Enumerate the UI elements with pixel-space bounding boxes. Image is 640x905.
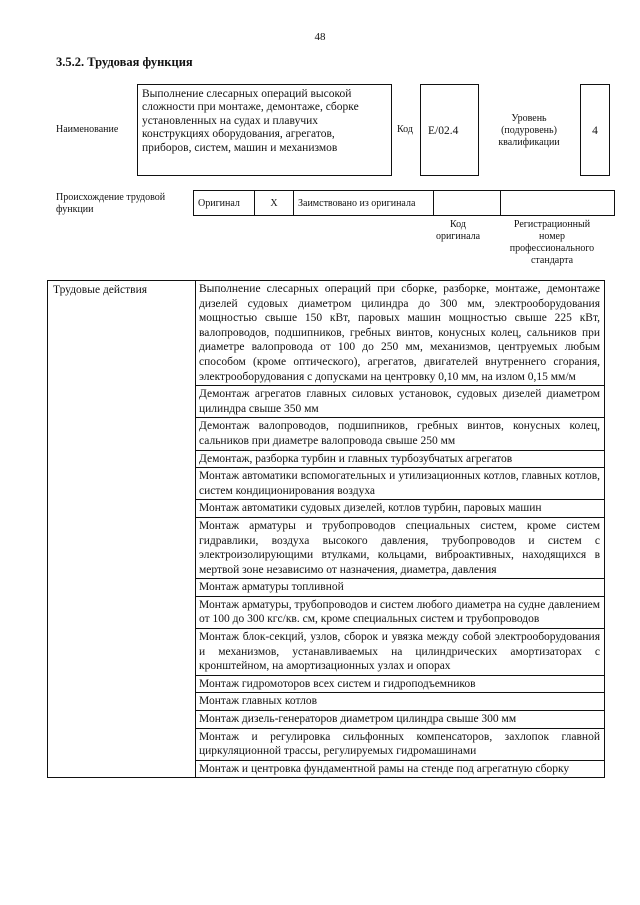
labor-actions-label: Трудовые действия	[48, 281, 196, 778]
labor-action-item: Монтаж арматуры, трубопроводов и систем любого диаметра на судне давлением от 100 до 300 кгс/кв. см, кроме специальных систем и трубопроводов	[196, 596, 605, 628]
origin-label: Происхождение трудовой функции	[56, 192, 166, 215]
name-label: Наименование	[56, 124, 119, 135]
labor-action-item: Демонтаж, разборка турбин и главных турбозубчатых агрегатов	[196, 450, 605, 468]
registration-number-cell	[501, 191, 615, 216]
section-heading: 3.5.2. Трудовая функция	[56, 55, 193, 69]
labor-action-item: Демонтаж валопроводов, подшипников, гребных винтов, конусных колец, сальников при диаметре валопровода свыше 250 мм	[196, 418, 605, 450]
function-name-box: Выполнение слесарных операций высокой сложности при монтаже, демонтаже, сборке установленных на судах и плавучих конструкциях оборудования, агрегатов, приборов, систем, машин и механизмов	[137, 84, 392, 176]
labor-action-item: Монтаж арматуры топливной	[196, 579, 605, 597]
labor-action-item: Выполнение слесарных операций при сборке, разборке, монтаже, демонтаже дизелей судовых диаметром цилиндра до 300 мм, электрооборудования мощностью свыше 150 кВт, паровых машин мощностью свыше 225 кВт, валопроводов, подшипников, гребных винтов, конусных колец, сальников при диаметре валопровода от 100 до 250 мм, механизмов, центруемых любым способом (кроме оптического), агрегатов, двигателей внутреннего сгорания, электрооборудования с допусками на центровку 0,10 мм, на излом 0,15 мм/м	[196, 281, 605, 386]
origin-table	[193, 190, 615, 216]
function-code-box: E/02.4	[420, 84, 479, 176]
level-label: Уровень (подуровень) квалификации	[498, 113, 560, 148]
page-number: 48	[314, 31, 326, 43]
original-mark: X	[255, 191, 294, 216]
labor-action-item: Монтаж дизель-генераторов диаметром цилиндра свыше 300 мм	[196, 711, 605, 729]
registration-number-label: Регистрационный номер профессионального стандарта	[509, 219, 595, 266]
labor-action-item: Монтаж автоматики судовых дизелей, котлов турбин, паровых машин	[196, 500, 605, 518]
original-label: Оригинал	[194, 191, 255, 216]
level-value-box: 4	[580, 84, 610, 176]
labor-action-item: Монтаж главных котлов	[196, 693, 605, 711]
labor-action-item: Монтаж блок-секций, узлов, сборок и увязка между собой электрооборудования и механизмов, устанавливаемых на цилиндрических амортизаторах с кронштейном, на амортизационных узлах и опорах	[196, 629, 605, 676]
labor-action-item: Монтаж и регулировка сильфонных компенсаторов, захлопок главной циркуляционной трассы, регулируемых гидромашинами	[196, 728, 605, 760]
labor-action-item: Монтаж гидромоторов всех систем и гидроподъемников	[196, 675, 605, 693]
table-row	[48, 281, 605, 386]
code-original-label: Код оригинала	[435, 219, 481, 242]
labor-action-item: Демонтаж агрегатов главных силовых установок, судовых дизелей диаметром цилиндра свыше 350 мм	[196, 386, 605, 418]
labor-action-item: Монтаж и центровка фундаментной рамы на стенде под агрегатную сборку	[196, 760, 605, 778]
labor-action-item: Монтаж автоматики вспомогательных и утилизационных котлов, главных котлов, систем кондиционирования воздуха	[196, 468, 605, 500]
code-label: Код	[397, 124, 413, 135]
code-original-cell	[434, 191, 501, 216]
labor-actions-table	[47, 280, 605, 778]
labor-action-item: Монтаж арматуры и трубопроводов специальных систем, кроме систем гидравлики, воздуха высокого давления, трубопроводов и систем с электроизолирующими втулками, кольцами, виброактивных, находящихся в мертвой зоне независимо от назначения, диаметра, давления	[196, 517, 605, 578]
borrowed-label: Заимствовано из оригинала	[294, 191, 434, 216]
